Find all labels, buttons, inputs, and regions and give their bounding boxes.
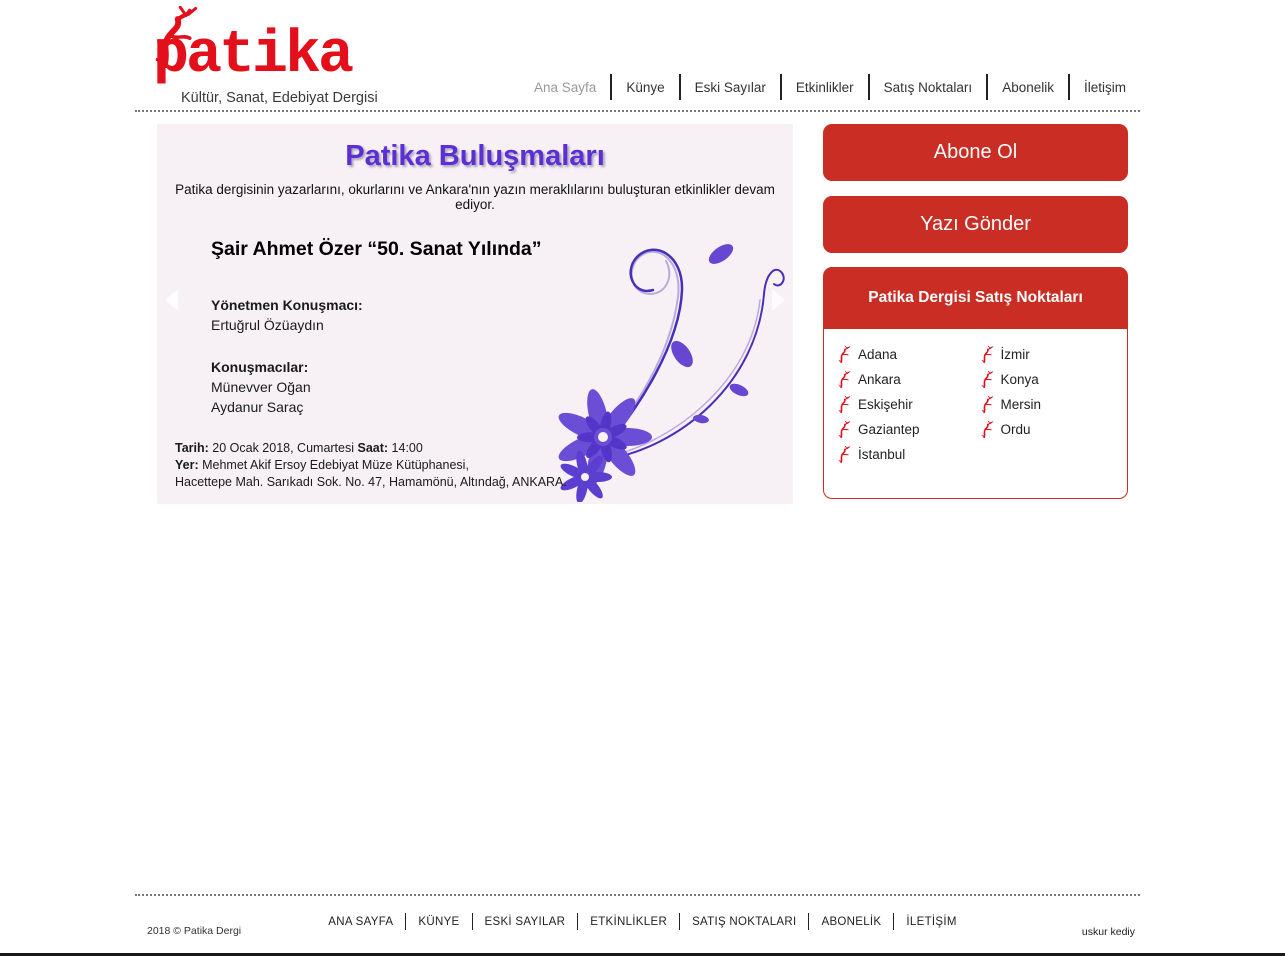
goat-bullet-icon	[836, 371, 851, 388]
nav-item-satis-noktalari[interactable]: Satış Noktaları	[883, 79, 973, 95]
footer-nav-kunye[interactable]: KÜNYE	[418, 915, 460, 928]
time-label: Saat:	[357, 441, 389, 455]
time-value: 14:00	[388, 441, 423, 455]
city-item-ankara[interactable]	[836, 367, 979, 392]
brand-name: patika	[153, 22, 352, 90]
footer-nav	[145, 896, 1140, 930]
city-label: Konya	[1000, 372, 1039, 387]
event-intro: Patika dergisinin yazarlarını, okurlarını ve Ankara'nın yazın meraklılarını buluşturan etkinlikler devam ediyor.	[175, 182, 775, 212]
goat-bullet-icon	[836, 421, 851, 438]
sales-points-panel	[823, 267, 1128, 499]
event-address-line: Hacettepe Mah. Sarıkadı Sok. No. 47, Hamamönü, Altındağ, ANKARA.	[175, 475, 567, 489]
goat-bullet-icon	[836, 446, 851, 463]
sales-points-title: Patika Dergisi Satış Noktaları	[823, 267, 1128, 329]
footer-nav-satis-noktalari[interactable]: SATIŞ NOKTALARI	[692, 915, 797, 928]
city-column-left	[836, 342, 979, 498]
event-date-line	[175, 440, 567, 457]
nav-item-abonelik[interactable]: Abonelik	[1002, 79, 1054, 95]
moderator-block	[211, 295, 793, 335]
city-column-right	[979, 342, 1122, 498]
footer-nav-ana-sayfa[interactable]: ANA SAYFA	[328, 915, 394, 928]
city-item-konya[interactable]	[979, 367, 1122, 392]
event-card	[157, 124, 793, 504]
footer-nav-etkinlikler[interactable]: ETKİNLİKLER	[590, 915, 668, 928]
sales-points-list	[823, 329, 1128, 499]
moderator-name: Ertuğrul Özüaydın	[211, 317, 324, 333]
event-details	[175, 440, 567, 491]
moderator-label: Yönetmen Konuşmacı:	[211, 297, 363, 313]
city-label: Adana	[858, 347, 898, 362]
speaker-name: Münevver Oğan	[211, 379, 311, 395]
copyright-text: 2018 © Patika Dergi	[147, 925, 242, 937]
city-label: Eskişehir	[858, 397, 913, 412]
city-item-izmir[interactable]	[979, 342, 1122, 367]
city-label: İzmir	[1000, 347, 1030, 362]
city-label: Ordu	[1000, 422, 1031, 437]
city-item-mersin[interactable]	[979, 392, 1122, 417]
top-nav	[520, 74, 1140, 100]
goat-bullet-icon	[979, 396, 994, 413]
carousel-prev-arrow[interactable]	[165, 289, 178, 311]
city-item-ordu[interactable]	[979, 417, 1122, 442]
nav-item-etkinlikler[interactable]: Etkinlikler	[795, 79, 854, 95]
nav-item-eski-sayilar[interactable]: Eski Sayılar	[694, 79, 766, 95]
city-label: Ankara	[858, 372, 901, 387]
nav-item-ana-sayfa[interactable]: Ana Sayfa	[534, 79, 597, 95]
sidebar	[823, 124, 1128, 499]
city-label: Gaziantep	[858, 422, 920, 437]
speakers-label: Konuşmacılar:	[211, 359, 309, 375]
venue-label: Yer:	[175, 458, 199, 472]
footer-nav-eski-sayilar[interactable]: ESKİ SAYILAR	[484, 915, 566, 928]
footer-nav-abonelik[interactable]: ABONELİK	[821, 915, 882, 928]
goat-bullet-icon	[836, 396, 851, 413]
city-item-gaziantep[interactable]	[836, 417, 979, 442]
page-container	[145, 0, 1140, 953]
designer-credit-link[interactable]: uskur kediy	[1081, 926, 1135, 938]
submit-article-button[interactable]: Yazı Gönder	[823, 196, 1128, 253]
logo[interactable]	[145, 0, 405, 108]
brand-tagline: Kültür, Sanat, Edebiyat Dergisi	[181, 90, 378, 106]
city-item-adana[interactable]	[836, 342, 979, 367]
nav-item-kunye[interactable]: Künye	[626, 79, 665, 95]
footer-nav-iletisim[interactable]: İLETİŞİM	[906, 915, 957, 928]
event-venue-line	[175, 457, 567, 474]
main-content	[145, 112, 1140, 894]
carousel-next-arrow[interactable]	[772, 289, 785, 311]
event-title: Patika Buluşmaları	[345, 140, 605, 172]
site-footer	[145, 896, 1140, 953]
speaker-name: Aydanur Saraç	[211, 399, 304, 415]
city-label: İstanbul	[858, 447, 906, 462]
goat-bullet-icon	[836, 346, 851, 363]
subscribe-button[interactable]: Abone Ol	[823, 124, 1128, 181]
date-value: 20 Ocak 2018, Cumartesi	[208, 441, 358, 455]
city-item-eskisehir[interactable]	[836, 392, 979, 417]
site-header	[145, 0, 1140, 110]
goat-bullet-icon	[979, 346, 994, 363]
goat-bullet-icon	[979, 421, 994, 438]
venue-value: Mehmet Akif Ersoy Edebiyat Müze Kütüphanesi,	[198, 458, 469, 472]
city-item-istanbul[interactable]	[836, 442, 979, 467]
city-label: Mersin	[1000, 397, 1042, 412]
speakers-block	[211, 357, 793, 417]
goat-bullet-icon	[979, 371, 994, 388]
nav-item-iletisim[interactable]: İletişim	[1083, 79, 1126, 95]
date-label: Tarih:	[175, 441, 209, 455]
event-headline: Şair Ahmet Özer “50. Sanat Yılında”	[211, 238, 542, 260]
